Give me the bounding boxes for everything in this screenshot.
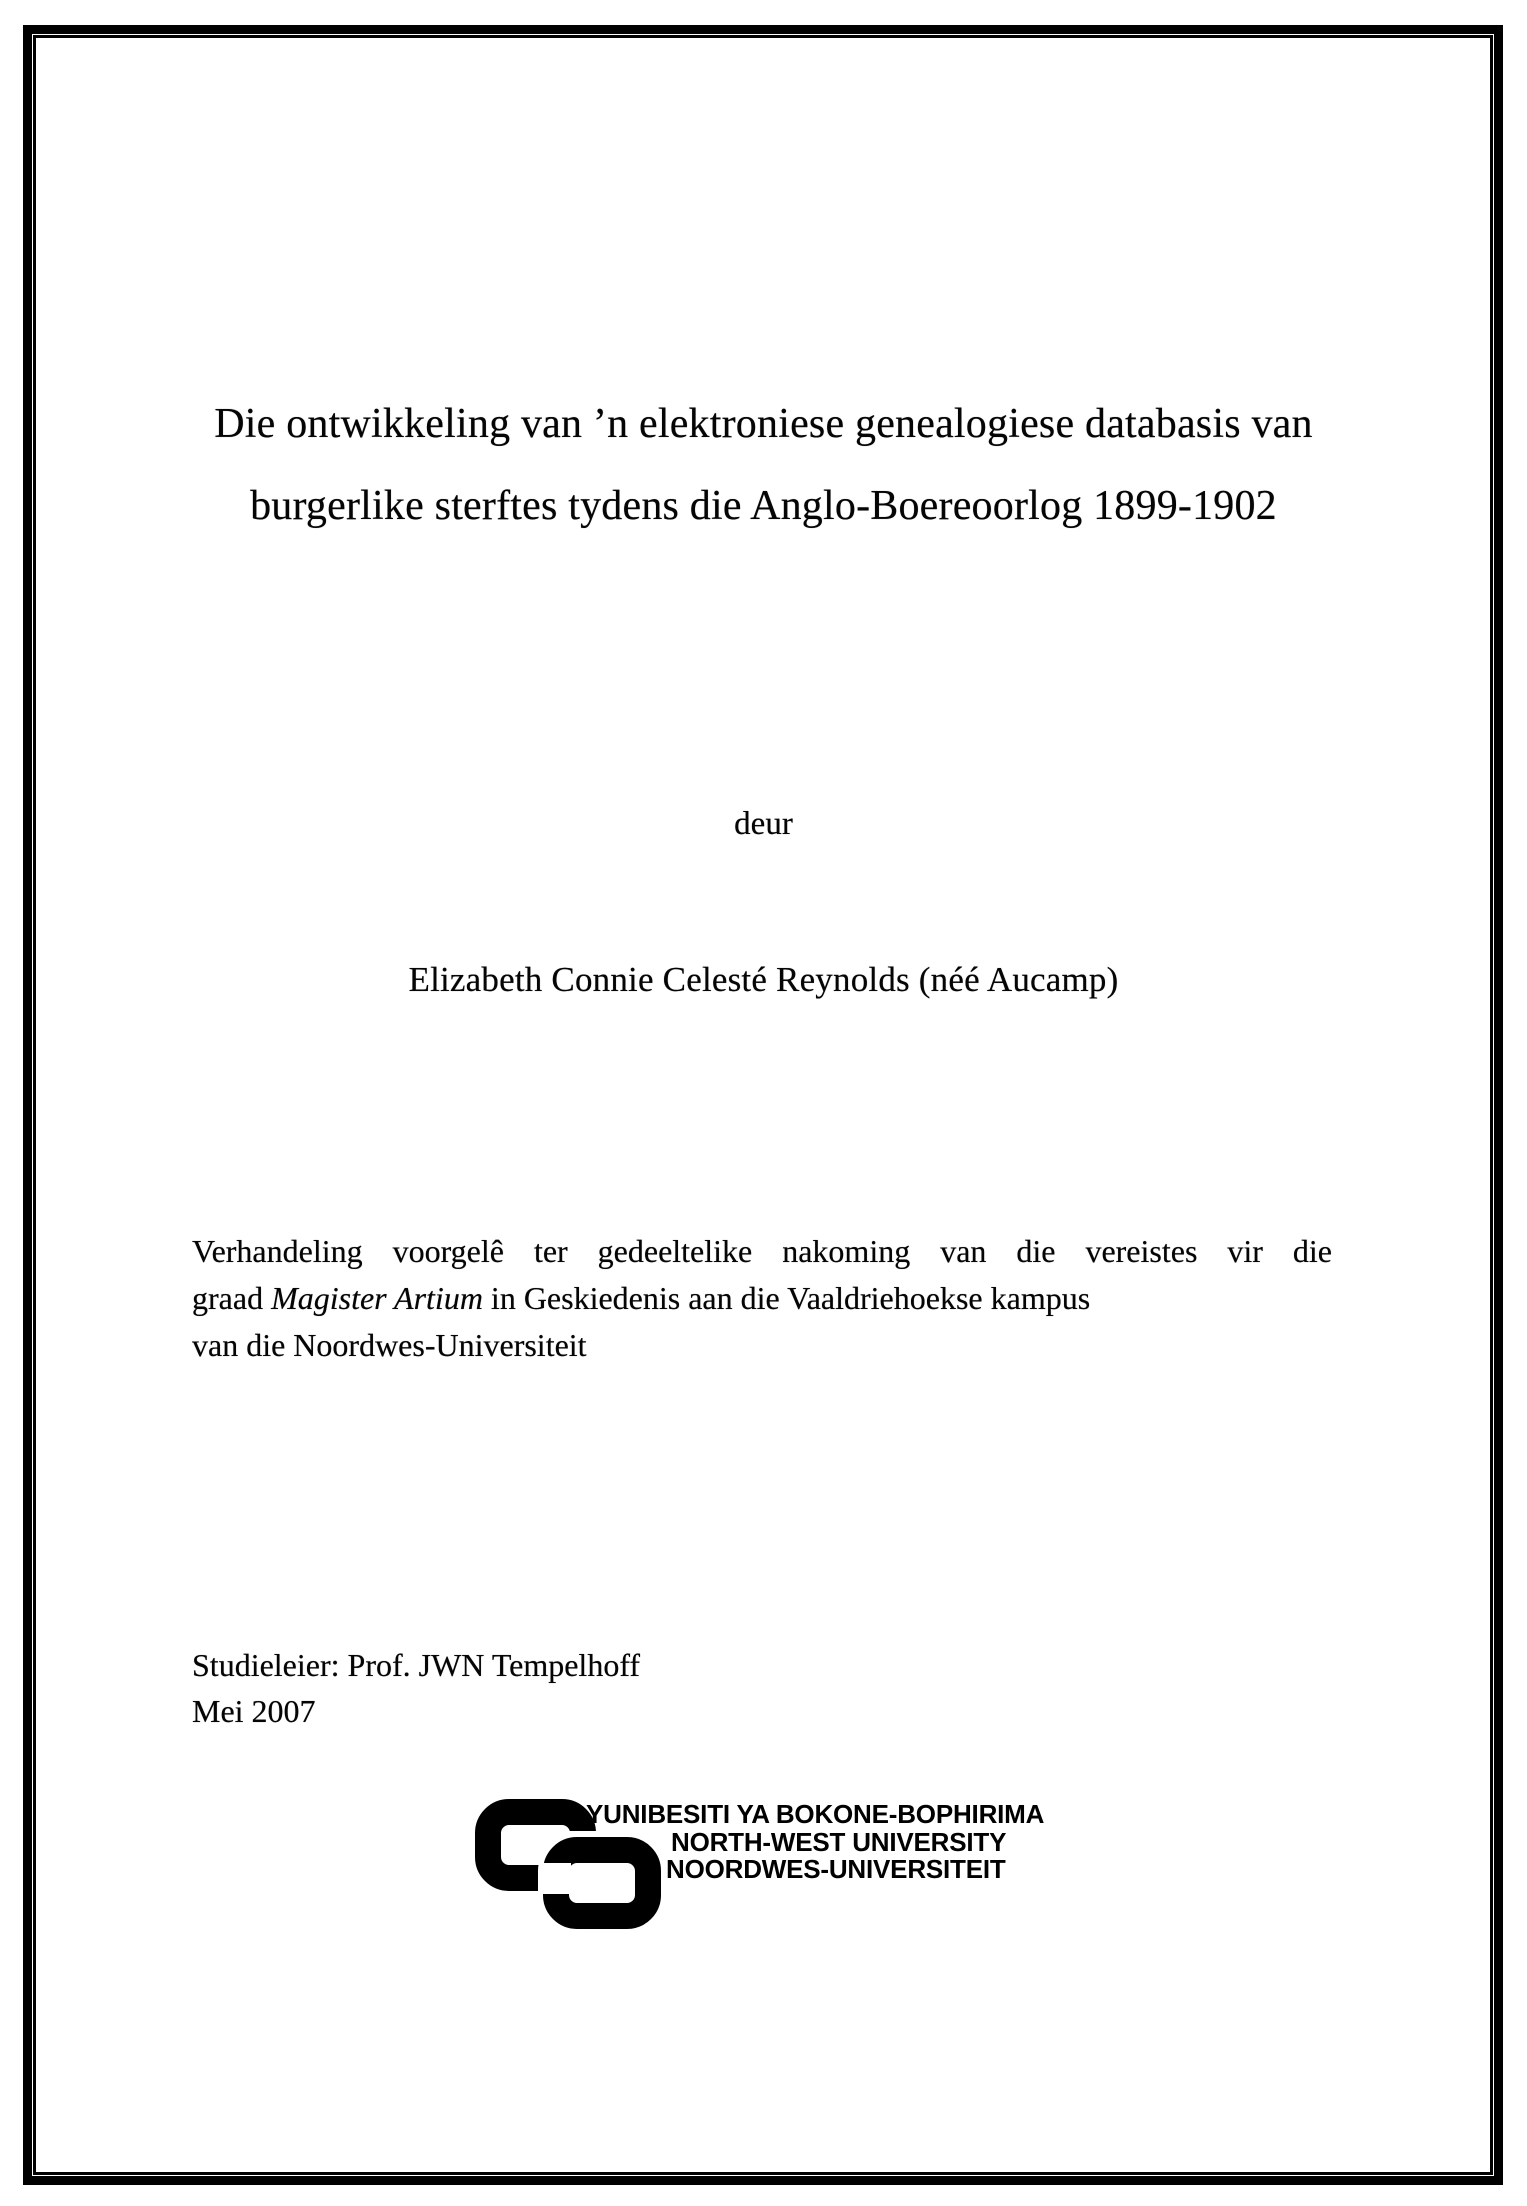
byline-label: deur — [734, 806, 793, 842]
supervisor-line: Studieleier: Prof. JWN Tempelhoff — [192, 1647, 641, 1683]
degree-statement-line-1: Verhandeling voorgelê ter gedeeltelike nakoming van die vereistes vir die — [192, 1233, 1332, 1269]
logo-text-english: NORTH-WEST UNIVERSITY — [671, 1827, 1007, 1857]
degree-statement-line-2-pre: graad — [192, 1280, 272, 1316]
logo-text-setswana: YUNIBESITI YA BOKONE-BOPHIRIMA — [586, 1799, 1045, 1829]
degree-statement — [192, 1228, 1332, 1369]
date-line: Mei 2007 — [192, 1693, 316, 1729]
logo-text-afrikaans: NOORDWES-UNIVERSITEIT — [666, 1854, 1006, 1884]
thesis-title-line-1: Die ontwikkeling van ’n elektroniese genealogiese databasis van — [214, 401, 1313, 447]
thesis-title-line-2: burgerlike sterftes tydens die Anglo-Boereoorlog 1899-1902 — [250, 483, 1277, 529]
degree-statement-line-3: van die Noordwes-Universiteit — [192, 1327, 587, 1363]
university-logo — [473, 1793, 1113, 1943]
credits-block — [192, 1642, 640, 1734]
degree-name-italic: Magister Artium — [271, 1280, 483, 1316]
degree-statement-line-2-post: in Geskiedenis aan die Vaaldriehoekse kampus — [482, 1280, 1091, 1316]
author-name: Elizabeth Connie Celesté Reynolds (néé Aucamp) — [408, 960, 1119, 999]
degree-statement-line-2 — [192, 1275, 1332, 1322]
